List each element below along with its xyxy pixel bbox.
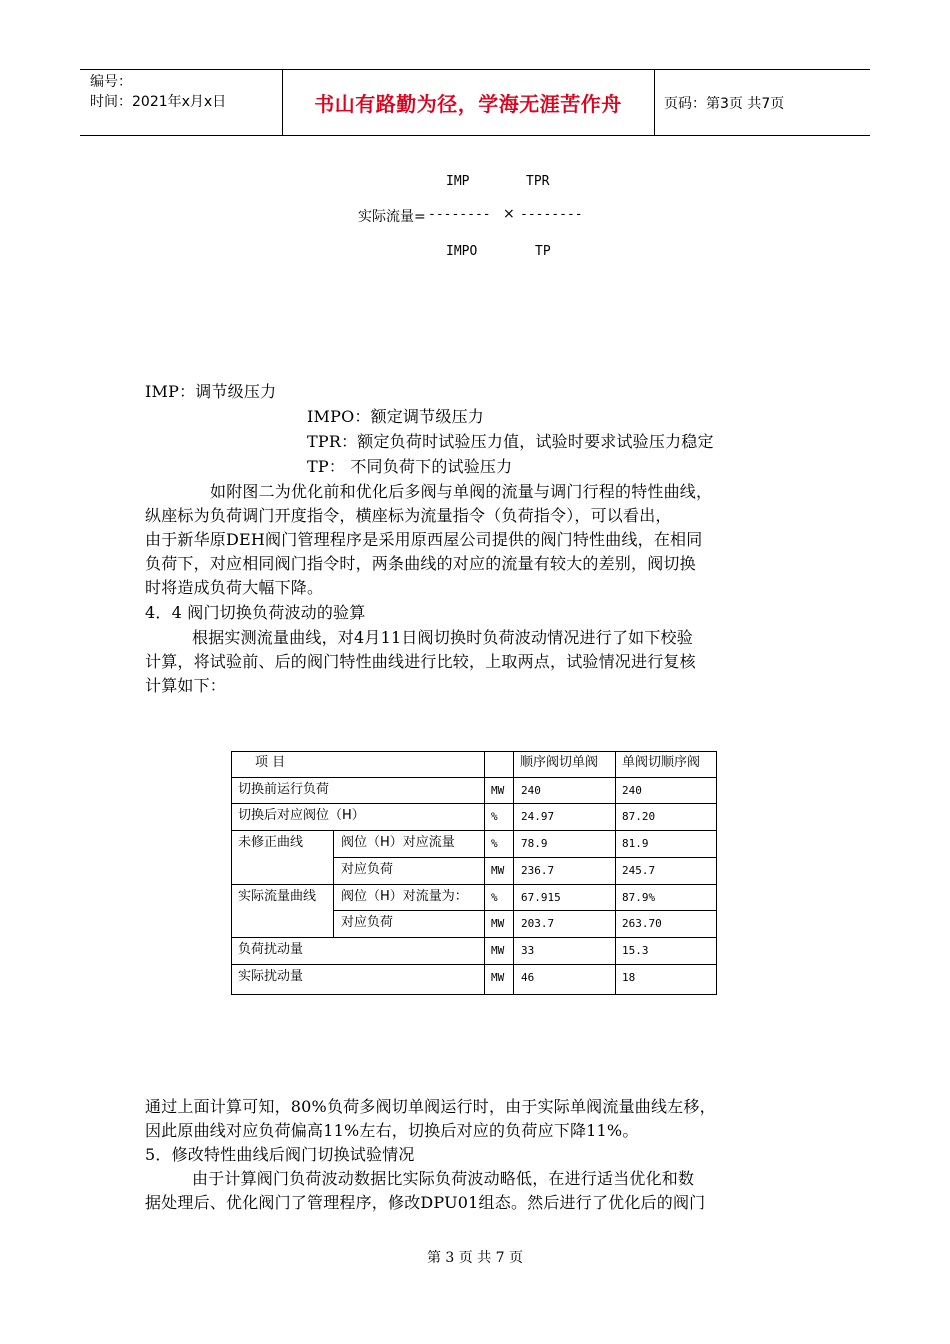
table-row-label: 负荷扰动量	[238, 942, 304, 957]
paragraph-line: 因此原曲线对应负荷偏高11%左右，切换后对应的负荷应下降11%。	[145, 1121, 639, 1140]
table-rule	[333, 830, 334, 937]
table-row-label: 切换前运行负荷	[238, 782, 330, 797]
table-rule	[333, 910, 717, 911]
table-unit: MW	[491, 971, 505, 984]
table-row-label: 阀位（H）对应流量	[341, 835, 455, 850]
definition-impo: IMPO：额定调节级压力	[307, 407, 484, 426]
formula-lhs: 实际流量=	[358, 209, 426, 225]
table-row-label: 切换后对应阀位（H）	[238, 808, 365, 823]
table-value: 236.7	[521, 864, 555, 877]
table-group-label: 实际流量曲线	[238, 889, 317, 904]
definition-tpr: TPR：额定负荷时试验压力值，试验时要求试验压力稳定	[307, 432, 714, 451]
formula-dash-left: --------	[428, 207, 491, 222]
table-header-seq-to-single: 顺序阀切单阀	[520, 755, 599, 770]
paragraph-line: 如附图二为优化前和优化后多阀与单阀的流量与调门行程的特性曲线，	[210, 482, 713, 501]
table-value: 78.9	[521, 837, 548, 850]
table-rule	[615, 751, 616, 995]
section-4-4-title: 4．4 阀门切换负荷波动的验算	[145, 603, 366, 622]
table-rule	[513, 751, 514, 995]
table-value: 240	[622, 784, 642, 797]
header-bottom-rule	[80, 135, 870, 136]
table-value: 240	[521, 784, 541, 797]
table-rule	[484, 751, 485, 995]
formula-numerator-left: IMP	[446, 174, 470, 189]
table-value: 87.20	[622, 810, 656, 823]
table-rule	[231, 777, 717, 778]
table-group-label: 未修正曲线	[238, 835, 304, 850]
table-header-item: 项 目	[255, 755, 286, 770]
table-rule	[231, 937, 717, 938]
header-motto: 书山有路勤为径，学海无涯苦作舟	[314, 91, 622, 116]
definition-imp: IMP：调节级压力	[145, 382, 277, 401]
table-rule	[231, 830, 717, 831]
table-rule	[231, 803, 717, 804]
paragraph-line: 由于新华原DEH阀门管理程序是采用原西屋公司提供的阀门特性曲线，在相同	[145, 530, 703, 549]
table-header-single-to-seq: 单阀切顺序阀	[622, 755, 701, 770]
table-unit: %	[491, 837, 498, 850]
table-value: 263.70	[622, 917, 662, 930]
paragraph-line: 时将造成负荷大幅下降。	[145, 578, 324, 597]
paragraph-line: 由于计算阀门负荷波动数据比实际负荷波动略低，在进行适当优化和数	[192, 1169, 695, 1188]
table-unit: MW	[491, 864, 505, 877]
table-row-label: 对应负荷	[341, 915, 394, 930]
table-rule	[333, 857, 717, 858]
formula-denominator-left: IMPO	[446, 244, 478, 259]
header-divider-right	[654, 69, 655, 135]
table-unit: %	[491, 810, 498, 823]
paragraph-line: 纵座标为负荷调门开度指令，横座标为流量指令（负荷指令），可以看出，	[145, 506, 672, 525]
table-value: 87.9%	[622, 891, 656, 904]
header-number-label: 编号：	[90, 74, 132, 90]
table-value: 46	[521, 971, 535, 984]
table-value: 15.3	[622, 944, 649, 957]
table-value: 18	[622, 971, 636, 984]
definition-tp: TP： 不同负荷下的试验压力	[307, 457, 513, 476]
table-value: 67.915	[521, 891, 561, 904]
table-unit: MW	[491, 944, 505, 957]
formula-numerator-right: TPR	[526, 174, 550, 189]
formula-denominator-right: TP	[535, 244, 551, 259]
table-unit: %	[491, 891, 498, 904]
table-value: 81.9	[622, 837, 649, 850]
table-unit: MW	[491, 917, 505, 930]
paragraph-line: 计算如下：	[145, 676, 227, 695]
table-value: 245.7	[622, 864, 656, 877]
table-row-label: 阀位（H）对流量为：	[341, 889, 468, 904]
table-rule	[231, 964, 717, 965]
table-value: 203.7	[521, 917, 555, 930]
formula-dash-right: --------	[520, 207, 583, 222]
table-unit: MW	[491, 784, 505, 797]
section-5-title: 5．修改特性曲线后阀门切换试验情况	[145, 1145, 415, 1164]
paragraph-line: 负荷下，对应相同阀门指令时，两条曲线的对应的流量有较大的差别，阀切换	[145, 554, 696, 573]
paragraph-line: 据处理后、优化阀门了管理程序，修改DPU01组态。然后进行了优化后的阀门	[145, 1193, 706, 1212]
table-row-label: 对应负荷	[341, 862, 394, 877]
page-footer: 第 3 页 共 7 页	[426, 1250, 524, 1266]
paragraph-line: 计算，将试验前、后的阀门特性曲线进行比较，上取两点，试验情况进行复核	[145, 652, 696, 671]
table-value: 24.97	[521, 810, 555, 823]
table-row-label: 实际扰动量	[238, 969, 304, 984]
paragraph-line: 根据实测流量曲线，对4月11日阀切换时负荷波动情况进行了如下校验	[192, 628, 693, 647]
paragraph-line: 通过上面计算可知，80%负荷多阀切单阀运行时，由于实际单阀流量曲线左移，	[145, 1097, 716, 1116]
table-value: 33	[521, 944, 535, 957]
header-page-label: 页码：第3页 共7页	[664, 96, 785, 112]
formula-times: ×	[503, 206, 515, 222]
header-time-label: 时间：2021年x月x日	[90, 94, 227, 110]
table-rule	[231, 884, 717, 885]
